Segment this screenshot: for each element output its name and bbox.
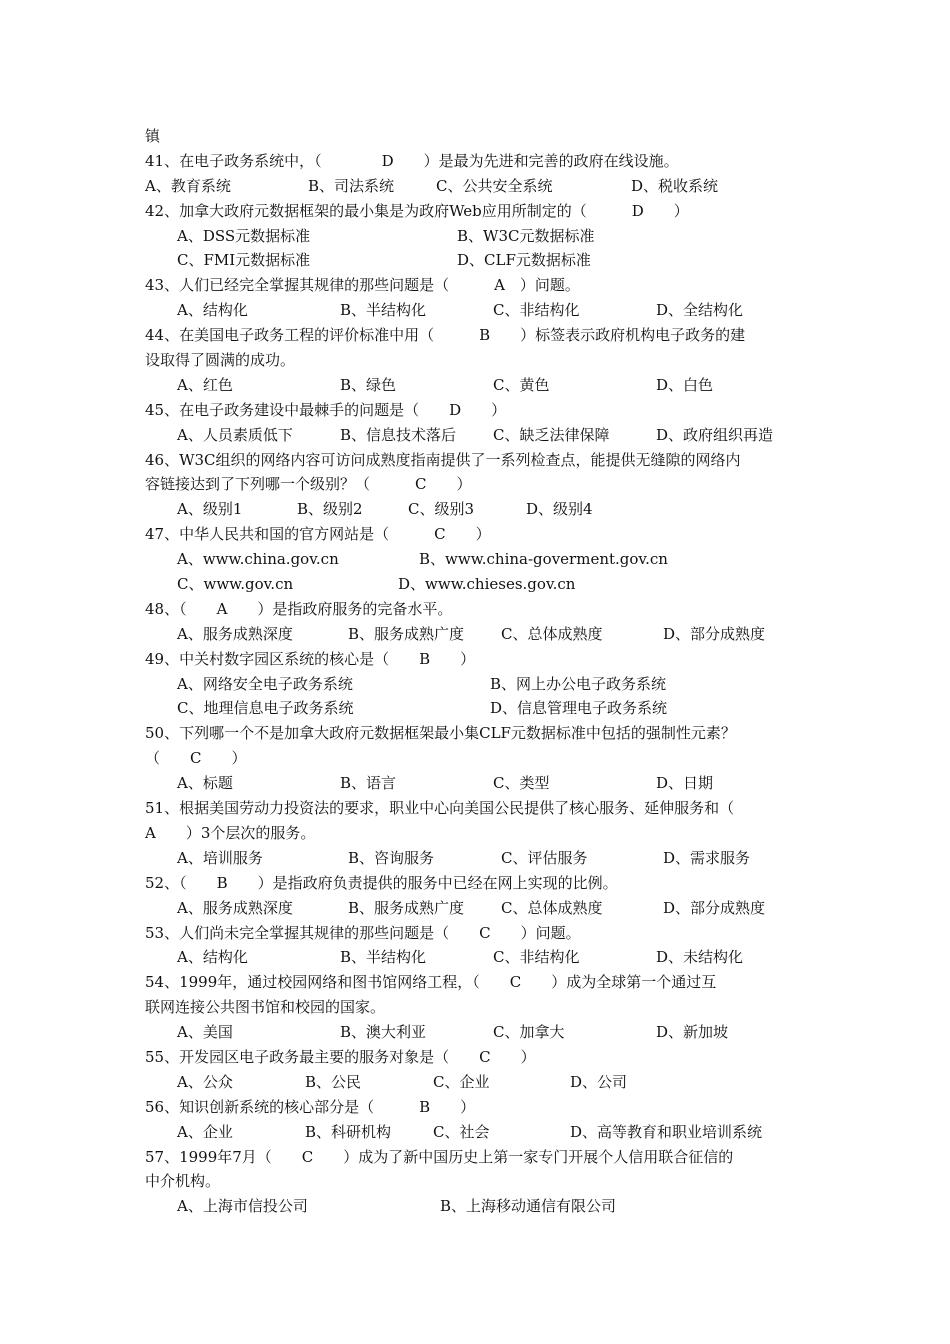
option-d: D、白色 (656, 375, 714, 394)
question-44-stem-line1: 44、在美国电子政务工程的评价标准中用（ B ）标签表示政府机构电子政务的建 (145, 326, 746, 345)
option-a: A、公众 (177, 1072, 233, 1091)
question-56-stem: 56、知识创新系统的核心部分是（ B ） (145, 1097, 476, 1116)
question-47-options-row1 (145, 547, 810, 572)
option-a: A、服务成熟深度 (177, 898, 293, 917)
question-44-stem-line2: 设取得了圆满的成功。 (145, 351, 296, 370)
question-49-options-row2 (145, 696, 810, 721)
question-55-options (145, 1070, 810, 1095)
option-a: A、红色 (177, 375, 233, 394)
option-a: A、教育系统 (145, 176, 231, 195)
option-b: B、级别2 (297, 500, 363, 519)
question-47-stem: 47、中华人民共和国的官方网站是（ C ） (145, 525, 491, 544)
question-54-stem-line1: 54、1999年，通过校园网络和图书馆网络工程，（ C ）成为全球第一个通过互 (145, 973, 717, 992)
question-45-stem: 45、在电子政务建设中最棘手的问题是（ D ） (145, 400, 507, 419)
option-c: C、非结构化 (493, 301, 580, 320)
option-d: D、高等教育和职业培训系统 (570, 1122, 763, 1141)
question-53-stem: 53、人们尚未完全掌握其规律的那些问题是（ C ）问题。 (145, 923, 581, 942)
question-41-stem: 41、在电子政务系统中，（ D ）是最为先进和完善的政府在线设施。 (145, 151, 679, 170)
question-57-stem-line1: 57、1999年7月（ C ）成为了新中国历史上第一家专门开展个人信用联合征信的 (145, 1147, 734, 1166)
question-51-stem-line2: A ）3个层次的服务。 (145, 823, 316, 842)
question-42-stem: 42、加拿大政府元数据框架的最小集是为政府Web应用所制定的（ D ） (145, 201, 689, 220)
option-d: D、公司 (570, 1072, 628, 1091)
question-57-stem-line2: 中介机构。 (145, 1172, 221, 1191)
option-b: B、语言 (340, 774, 397, 793)
question-50-stem-line2: （ C ） (145, 749, 247, 768)
question-47-options-row2 (145, 572, 810, 597)
question-43-stem: 43、人们已经完全掌握其规律的那些问题是（ A ）问题。 (145, 276, 580, 295)
question-50-options (145, 771, 810, 796)
option-b: B、咨询服务 (348, 848, 435, 867)
top-fragment: 镇 (145, 127, 161, 145)
option-a: A、结构化 (177, 948, 248, 967)
option-d: D、信息管理电子政务系统 (490, 699, 668, 718)
option-a: A、上海市信投公司 (177, 1197, 308, 1216)
option-b: B、服务成熟广度 (348, 898, 465, 917)
option-b: B、网上办公电子政务系统 (490, 674, 667, 693)
option-d: D、政府组织再造 (656, 425, 774, 444)
option-a: A、美国 (177, 1023, 233, 1042)
question-43-options (145, 298, 810, 323)
option-c: C、黄色 (493, 375, 550, 394)
question-57-options (145, 1194, 810, 1219)
option-d: D、需求服务 (663, 848, 751, 867)
question-49-options-row1 (145, 672, 810, 697)
option-d: D、新加坡 (656, 1023, 729, 1042)
option-c: C、类型 (493, 774, 550, 793)
question-44-options (145, 373, 810, 398)
option-c: C、www.gov.cn (177, 575, 294, 594)
question-54-stem-line2: 联网连接公共图书馆和校园的国家。 (145, 998, 386, 1017)
question-56-options (145, 1120, 810, 1145)
option-d: D、未结构化 (656, 948, 744, 967)
question-55-stem: 55、开发园区电子政务最主要的服务对象是（ C ） (145, 1047, 536, 1066)
question-list (145, 124, 810, 1219)
question-46-options (145, 497, 810, 522)
option-a: A、人员素质低下 (177, 425, 293, 444)
question-53-options (145, 945, 810, 970)
question-42-options-row2 (145, 248, 810, 273)
option-c: C、社会 (433, 1122, 490, 1141)
option-a: A、标题 (177, 774, 233, 793)
option-c: C、加拿大 (493, 1023, 565, 1042)
option-b: B、信息技术落后 (340, 425, 457, 444)
option-a: A、企业 (177, 1122, 233, 1141)
option-a: A、培训服务 (177, 848, 263, 867)
option-a: A、DSS元数据标准 (177, 226, 311, 245)
question-51-options (145, 846, 810, 871)
question-54-options (145, 1020, 810, 1045)
option-c: C、企业 (433, 1072, 490, 1091)
option-c: C、公共安全系统 (436, 176, 553, 195)
question-49-stem: 49、中关村数字园区系统的核心是（ B ） (145, 649, 476, 668)
option-a: A、服务成熟深度 (177, 624, 293, 643)
question-48-options (145, 622, 810, 647)
option-d: D、部分成熟度 (663, 624, 766, 643)
option-c: C、FMI元数据标准 (177, 251, 311, 270)
question-51-stem-line1: 51、根据美国劳动力投资法的要求，职业中心向美国公民提供了核心服务、延伸服务和（ (145, 799, 735, 818)
option-d: D、全结构化 (656, 301, 744, 320)
question-42-options-row1 (145, 224, 810, 249)
option-d: D、CLF元数据标准 (457, 251, 591, 270)
option-b: B、司法系统 (308, 176, 395, 195)
option-c: C、总体成熟度 (501, 898, 603, 917)
option-c: C、级别3 (408, 500, 475, 519)
option-c: C、非结构化 (493, 948, 580, 967)
option-a: A、级别1 (177, 500, 243, 519)
question-52-options (145, 896, 810, 921)
option-b: B、上海移动通信有限公司 (440, 1197, 617, 1216)
option-b: B、服务成熟广度 (348, 624, 465, 643)
option-d: D、级别4 (526, 500, 593, 519)
option-b: B、公民 (305, 1072, 362, 1091)
option-a: A、www.china.gov.cn (177, 550, 339, 569)
question-50-stem-line1: 50、下列哪一个不是加拿大政府元数据框架最小集CLF元数据标准中包括的强制性元素？ (145, 724, 736, 743)
option-c: C、总体成熟度 (501, 624, 603, 643)
question-41-options (145, 174, 810, 199)
option-d: D、部分成熟度 (663, 898, 766, 917)
question-45-options (145, 423, 810, 448)
question-46-stem-line2: 容链接达到了下列哪一个级别？（ C ） (145, 475, 472, 494)
option-d: D、日期 (656, 774, 714, 793)
option-b: B、www.china-goverment.gov.cn (419, 550, 668, 569)
option-b: B、科研机构 (305, 1122, 392, 1141)
option-b: B、半结构化 (340, 301, 427, 320)
option-b: B、W3C元数据标准 (457, 226, 595, 245)
question-48-stem: 48、（ A ）是指政府服务的完备水平。 (145, 599, 453, 618)
option-a: A、结构化 (177, 301, 248, 320)
option-b: B、半结构化 (340, 948, 427, 967)
option-b: B、绿色 (340, 375, 397, 394)
option-d: D、www.chieses.gov.cn (398, 575, 576, 594)
question-52-stem: 52、（ B ）是指政府负责提供的服务中已经在网上实现的比例。 (145, 873, 618, 892)
question-46-stem-line1: 46、W3C组织的网络内容可访问成熟度指南提供了一系列检查点，能提供无缝隙的网络内 (145, 450, 741, 469)
option-c: C、缺乏法律保障 (493, 425, 610, 444)
option-c: C、地理信息电子政务系统 (177, 699, 354, 718)
option-a: A、网络安全电子政务系统 (177, 674, 353, 693)
option-d: D、税收系统 (631, 176, 719, 195)
option-c: C、评估服务 (501, 848, 588, 867)
option-b: B、澳大利亚 (340, 1023, 427, 1042)
